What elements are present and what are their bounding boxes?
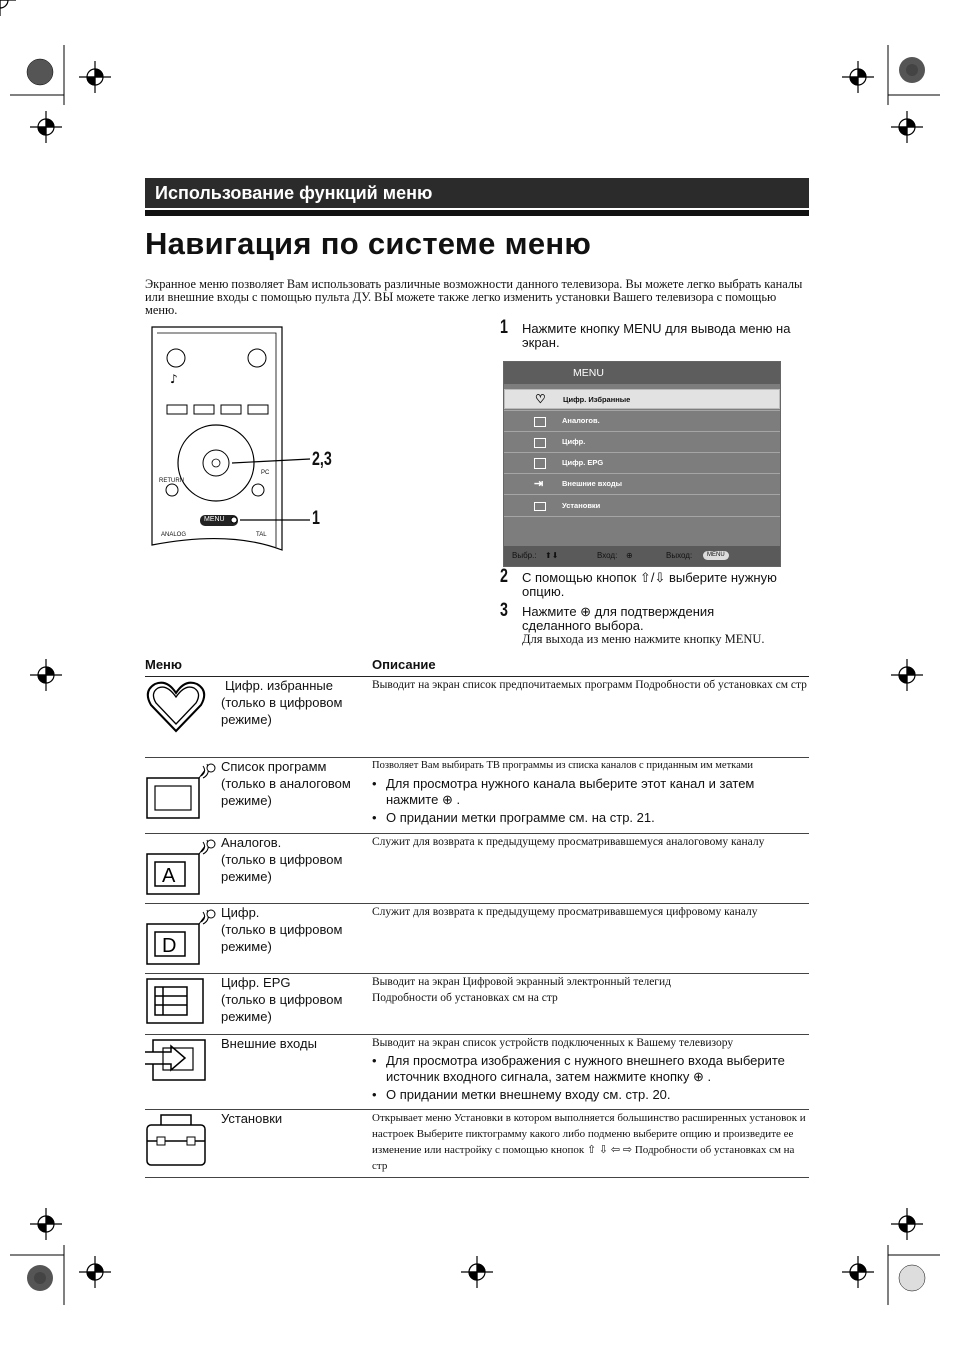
- step-1-number: 1: [500, 317, 508, 338]
- row-name: Список программ: [221, 759, 327, 774]
- table-row: [145, 1110, 809, 1178]
- row-name: Внешние входы: [221, 1036, 317, 1051]
- digital-small-icon: [534, 438, 546, 448]
- svg-text:♪: ♪: [170, 372, 178, 386]
- svg-text:A: A: [162, 865, 176, 887]
- row-note: (только в цифровом режиме): [221, 695, 343, 727]
- row-note: (только в цифровом режиме): [221, 992, 343, 1024]
- table-row: [145, 758, 809, 834]
- svg-text:D: D: [162, 935, 177, 957]
- remote-menu-button-label: MENU: [204, 516, 225, 523]
- step-3-number: 3: [500, 600, 508, 621]
- step-3-text: Нажмите ⊕ для подтверждения сделанного выбора.: [522, 604, 715, 633]
- menu-item-digital[interactable]: Цифр.: [504, 432, 780, 452]
- row-name: Аналогов.: [221, 835, 282, 850]
- menu-screen: [503, 361, 781, 567]
- row-bullet: • О придании метки внешнему входу см. стр. 20.: [372, 1087, 809, 1103]
- external-input-small-icon: ⇥: [534, 478, 544, 490]
- row-note: (только в цифровом режиме): [221, 852, 343, 884]
- step-2-number: 2: [500, 566, 508, 587]
- menu-item-external-inputs[interactable]: ⇥ Внешние входы: [534, 478, 623, 490]
- row-desc: Открывает меню Установки в котором выполняется большинство расширенных установок и настроек Выберите пиктограмму какого либо подменю выберите опцию и произведите ее изменение или настройку с помощью кнопок ⇧ ⇩ ⇦ ⇨ Подробности об установках см на стр: [372, 1112, 806, 1172]
- row-bullet: • Для просмотра нужного канала выберите этот канал и затем нажмите ⊕ .: [372, 776, 809, 808]
- menu-table: [145, 657, 809, 1178]
- menu-item-epg[interactable]: Цифр. EPG: [504, 453, 780, 473]
- section-rule: [145, 210, 809, 216]
- menu-key-badge: MENU: [703, 551, 729, 560]
- table-row: [145, 974, 809, 1035]
- row-name: Цифр. EPG: [221, 975, 291, 990]
- program-list-icon: [145, 762, 217, 824]
- row-name: Установки: [221, 1111, 283, 1126]
- row-desc: Выводит на экран Цифровой экранный электронный телегид Подробности об установках см на стр: [372, 976, 672, 1004]
- remote-return-label: RETURN: [159, 478, 184, 484]
- menu-item-analog[interactable]: Аналогов.: [504, 411, 780, 431]
- row-desc: Служит для возврата к предыдущему просматривавшемуся цифровому каналу: [372, 906, 758, 918]
- epg-small-icon: [534, 458, 546, 469]
- menu-screen-footer: Выбр.: ⬆⬇ Вход: ⊕ Выход: MENU: [504, 546, 780, 566]
- enter-icon: ⊕: [626, 551, 633, 560]
- callout-2-3: 2,3: [312, 449, 332, 470]
- heart-icon: [145, 679, 207, 737]
- page-title: Навигация по системе меню: [145, 226, 592, 261]
- epg-icon: [145, 977, 207, 1029]
- remote-analog-label: ANALOG: [161, 532, 187, 538]
- analog-icon: [145, 836, 217, 898]
- intro-text: Экранное меню позволяет Вам использовать различные возможности данного телевизора. Вы можете легко выбрать каналы или внешние входы с помощью пульта ДУ. ВЫ можете также легко изменить установки Вашего телевизора с помощью меню.: [145, 277, 803, 317]
- step-2-text: С помощью кнопок ⇧/⇩ выберите нужную опцию.: [522, 570, 777, 599]
- remote-pc-label: PC: [261, 470, 270, 476]
- row-bullet: • О придании метки программе см. на стр. 21.: [372, 810, 809, 826]
- remote-illustration: [150, 325, 350, 555]
- header-menu: Меню: [145, 657, 372, 677]
- row-note: (только в цифровом режиме): [221, 922, 343, 954]
- row-bullet: • Для просмотра изображения с нужного внешнего входа выберите источник входного сигнала, затем нажмите кнопку ⊕ .: [372, 1053, 809, 1085]
- row-name: Цифр.: [221, 905, 260, 920]
- toolbox-icon: [145, 1113, 207, 1169]
- external-input-icon: [145, 1038, 211, 1088]
- row-desc: Служит для возврата к предыдущему просматривавшемуся аналоговому каналу: [372, 836, 765, 848]
- step-3-note: Для выхода из меню нажмите кнопку MENU.: [522, 632, 765, 646]
- row-name: Цифр. избранные: [225, 678, 333, 693]
- header-description: Описание: [372, 657, 809, 677]
- step-1-text: Нажмите кнопку MENU для вывода меню на экран.: [522, 321, 791, 350]
- up-down-icon: ⬆⬇: [545, 551, 559, 560]
- row-desc: Позволяет Вам выбирать ТВ программы из списка каналов с приданным им метками: [372, 760, 754, 771]
- row-desc: Выводит на экран список устройств подключенных к Вашему телевизору: [372, 1037, 734, 1049]
- callout-1: 1: [312, 508, 320, 529]
- menu-item-settings[interactable]: Установки: [504, 496, 780, 516]
- heart-icon: ♡: [535, 392, 546, 406]
- table-row: [145, 677, 809, 758]
- menu-screen-header: MENU: [504, 362, 780, 384]
- toolbox-small-icon: [534, 502, 546, 511]
- table-row: [145, 834, 809, 904]
- row-desc: Выводит на экран список предпочитаемых программ Подробности об установках см стр: [372, 679, 807, 691]
- row-note: (только в аналоговом режиме): [221, 776, 351, 808]
- table-row: [145, 1035, 809, 1110]
- digital-icon: [145, 906, 217, 968]
- analog-small-icon: [534, 417, 546, 427]
- section-title: Использование функций меню: [145, 178, 809, 208]
- remote-digital-label: TAL: [256, 532, 267, 538]
- table-header: [145, 657, 809, 677]
- table-row: [145, 904, 809, 974]
- menu-item-favorites[interactable]: ♡ Цифр. Избранные: [504, 389, 780, 409]
